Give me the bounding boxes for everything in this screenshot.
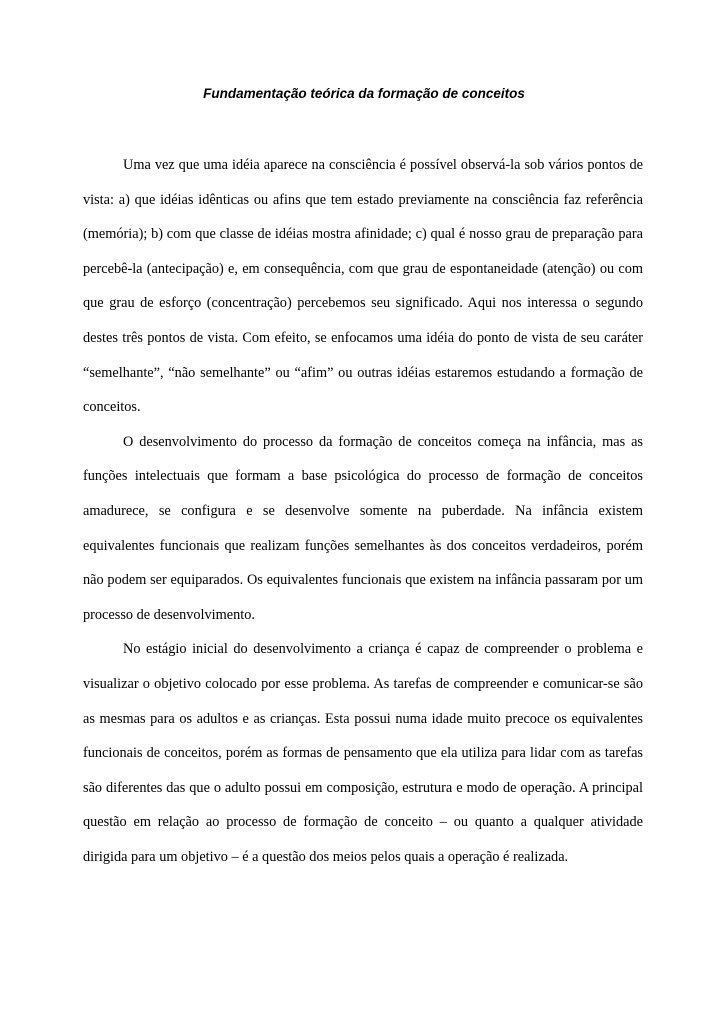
document-title: Fundamentação teórica da formação de conceitos	[203, 86, 525, 101]
paragraph-3: No estágio inicial do desenvolvimento a criança é capaz de compreender o problema e visualizar o objetivo colocado por esse problema. As tarefas de compreender e comunicar-se são as mesmas para os adultos e as crianças. Esta possui numa idade muito precoce os equivalentes funcionais de conceitos, porém as formas de pensamento que ela utiliza para lidar com as tarefas são diferentes das que o adulto possui em composição, estrutura e modo de operação. A principal questão em relação ao processo de formação de conceito – ou quanto a qualquer atividade dirigida para um objetivo – é a questão dos meios pelos quais a operação é realizada.	[83, 641, 643, 865]
paragraph-1: Uma vez que uma idéia aparece na consciência é possível observá-la sob vários pontos de vista: a) que idéias idênticas ou afins que tem estado previamente na consciência faz referência (memória); b) com que classe de idéias mostra afinidade; c) qual é nosso grau de preparação para percebê-la (antecipação) e, em consequência, com que grau de espontaneidade (atenção) ou com que grau de esforço (concentração) percebemos seu significado. Aqui nos interessa o segundo destes três pontos de vista. Com efeito, se enfocamos uma idéia do ponto de vista de seu caráter “semelhante”, “não semelhante” ou “afim” ou outras idéias estaremos estudando a formação de conceitos.	[83, 157, 643, 416]
document-body	[83, 148, 643, 874]
paragraph-2: O desenvolvimento do processo da formação de conceitos começa na infância, mas as funções intelectuais que formam a base psicológica do processo de formação de conceitos amadurece, se configura e se desenvolve somente na puberdade. Na infância existem equivalentes funcionais que realizam funções semelhantes às dos conceitos verdadeiros, porém não podem ser equiparados. Os equivalentes funcionais que existem na infância passaram por um processo de desenvolvimento.	[83, 433, 643, 623]
